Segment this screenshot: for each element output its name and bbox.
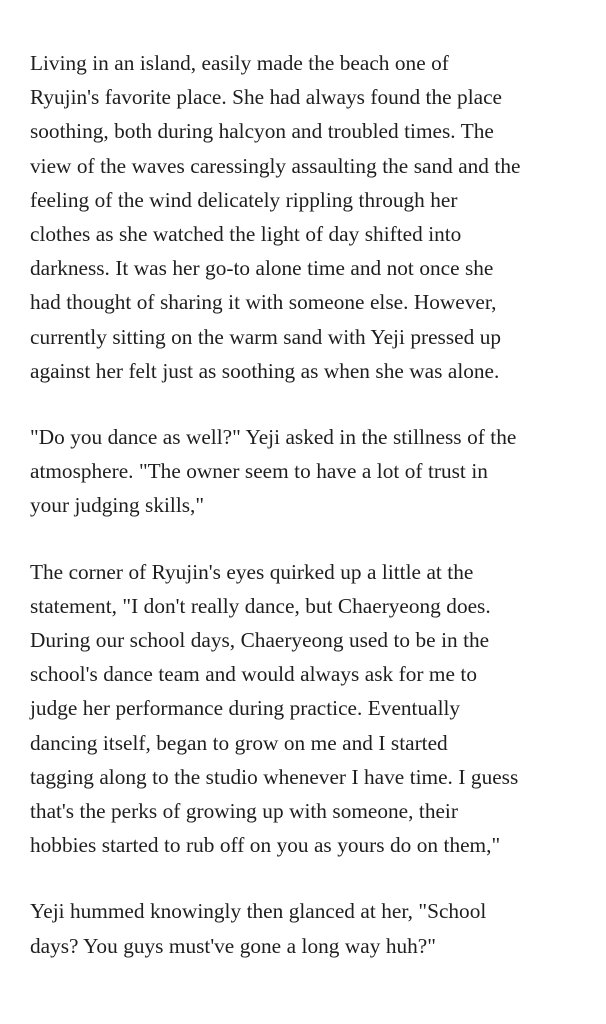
paragraph-line: During our school days, Chaeryeong used to be in the — [30, 628, 490, 653]
paragraph-line: currently sitting on the warm sand with Yeji pressed up — [30, 324, 502, 349]
paragraph-line: "Do you dance as well?" Yeji asked in the stillness of the — [30, 425, 517, 450]
paragraph-line: against her felt just as soothing as when she was alone. — [30, 358, 500, 383]
paragraph-line: darkness. It was her go-to alone time and not once she — [30, 256, 494, 281]
paragraph-line: had thought of sharing it with someone else. However, — [30, 290, 497, 315]
paragraph-line: Yeji hummed knowingly then glanced at her, "School — [30, 899, 487, 924]
paragraph-line: tagging along to the studio whenever I have time. I guess — [30, 764, 519, 789]
story-paragraph-3 — [30, 555, 576, 863]
paragraph-line: soothing, both during halcyon and troubled times. The — [30, 119, 494, 144]
story-text — [30, 46, 576, 963]
story-paragraph-1 — [30, 46, 576, 388]
paragraph-line: view of the waves caressingly assaulting the sand and the — [30, 153, 521, 178]
paragraph-line: dancing itself, began to grow on me and I started — [30, 730, 448, 755]
paragraph-line: feeling of the wind delicately rippling through her — [30, 187, 458, 212]
paragraph-line: atmosphere. "The owner seem to have a lot of trust in — [30, 459, 488, 484]
paragraph-line: judge her performance during practice. Eventually — [30, 696, 461, 721]
paragraph-line: statement, "I don't really dance, but Chaeryeong does. — [30, 593, 491, 618]
paragraph-line: The corner of Ryujin's eyes quirked up a little at the — [30, 559, 474, 584]
paragraph-line: hobbies started to rub off on you as yours do on them," — [30, 833, 501, 858]
paragraph-line: school's dance team and would always ask for me to — [30, 662, 477, 687]
paragraph-line: clothes as she watched the light of day shifted into — [30, 222, 462, 247]
paragraph-line: Living in an island, easily made the beach one of — [30, 51, 449, 75]
paragraph-line: that's the perks of growing up with someone, their — [30, 799, 458, 824]
paragraph-line: days? You guys must've gone a long way huh?" — [30, 933, 436, 958]
story-paragraph-2 — [30, 420, 576, 523]
story-paragraph-4 — [30, 894, 576, 962]
paragraph-line: Ryujin's favorite place. She had always found the place — [30, 85, 502, 110]
paragraph-line: your judging skills," — [30, 493, 205, 518]
